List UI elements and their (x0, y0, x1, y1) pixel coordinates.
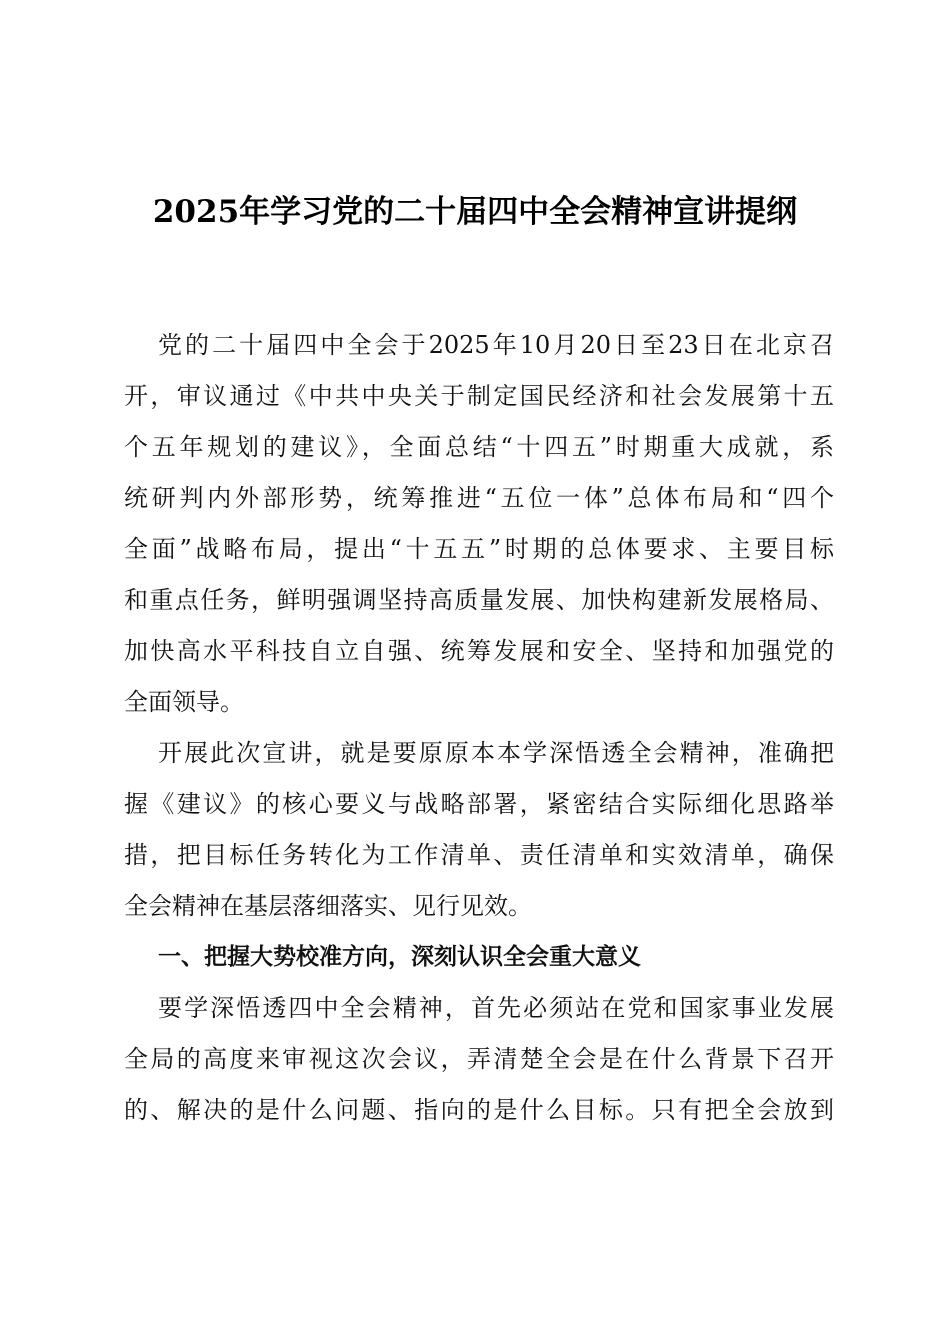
text-line: 统研判内外部形势，统筹推进“五位一体”总体布局和“四个 (124, 484, 834, 512)
text-line: 和重点任务，鲜明强调坚持高质量发展、加快构建新发展格局、 (124, 586, 834, 614)
text-line: 的、解决的是什么问题、指向的是什么目标。只有把全会放到 (124, 1096, 834, 1124)
section-heading-text: 一、把握大势校准方向，深刻认识全会重大意义 (158, 944, 641, 970)
text-line: 要学深悟透四中全会精神，首先必须站在党和国家事业发展 (158, 994, 834, 1022)
paragraph-3 (124, 983, 834, 1136)
text-line: 全面”战略布局，提出“十五五”时期的总体要求、主要目标 (124, 535, 834, 563)
text-line: 全面领导。 (124, 688, 244, 716)
document-body (124, 320, 834, 1136)
paragraph-2 (124, 728, 834, 932)
section-heading-1 (124, 932, 834, 983)
text-line: 开，审议通过《中共中央关于制定国民经济和社会发展第十五 (124, 382, 834, 410)
text-line: 个五年规划的建议》，全面总结“十四五”时期重大成就，系 (124, 433, 834, 461)
text-line: 全会精神在基层落细落实、见行见效。 (124, 892, 532, 920)
text-line: 握《建议》的核心要义与战略部署，紧密结合实际细化思路举 (124, 790, 834, 818)
paragraph-1 (124, 320, 834, 728)
text-line: 全局的高度来审视这次会议，弄清楚全会是在什么背景下召开 (124, 1045, 834, 1073)
text-line: 加快高水平科技自立自强、统筹发展和安全、坚持和加强党的 (124, 637, 834, 665)
document-title: 2025年学习党的二十届四中全会精神宣讲提纲 (152, 194, 798, 230)
text-line: 措，把目标任务转化为工作清单、责任清单和实效清单，确保 (124, 841, 834, 869)
text-line: 党的二十届四中全会于2025年10月20日至23日在北京召 (158, 331, 834, 359)
text-line: 开展此次宣讲，就是要原原本本学深悟透全会精神，准确把 (158, 739, 834, 767)
